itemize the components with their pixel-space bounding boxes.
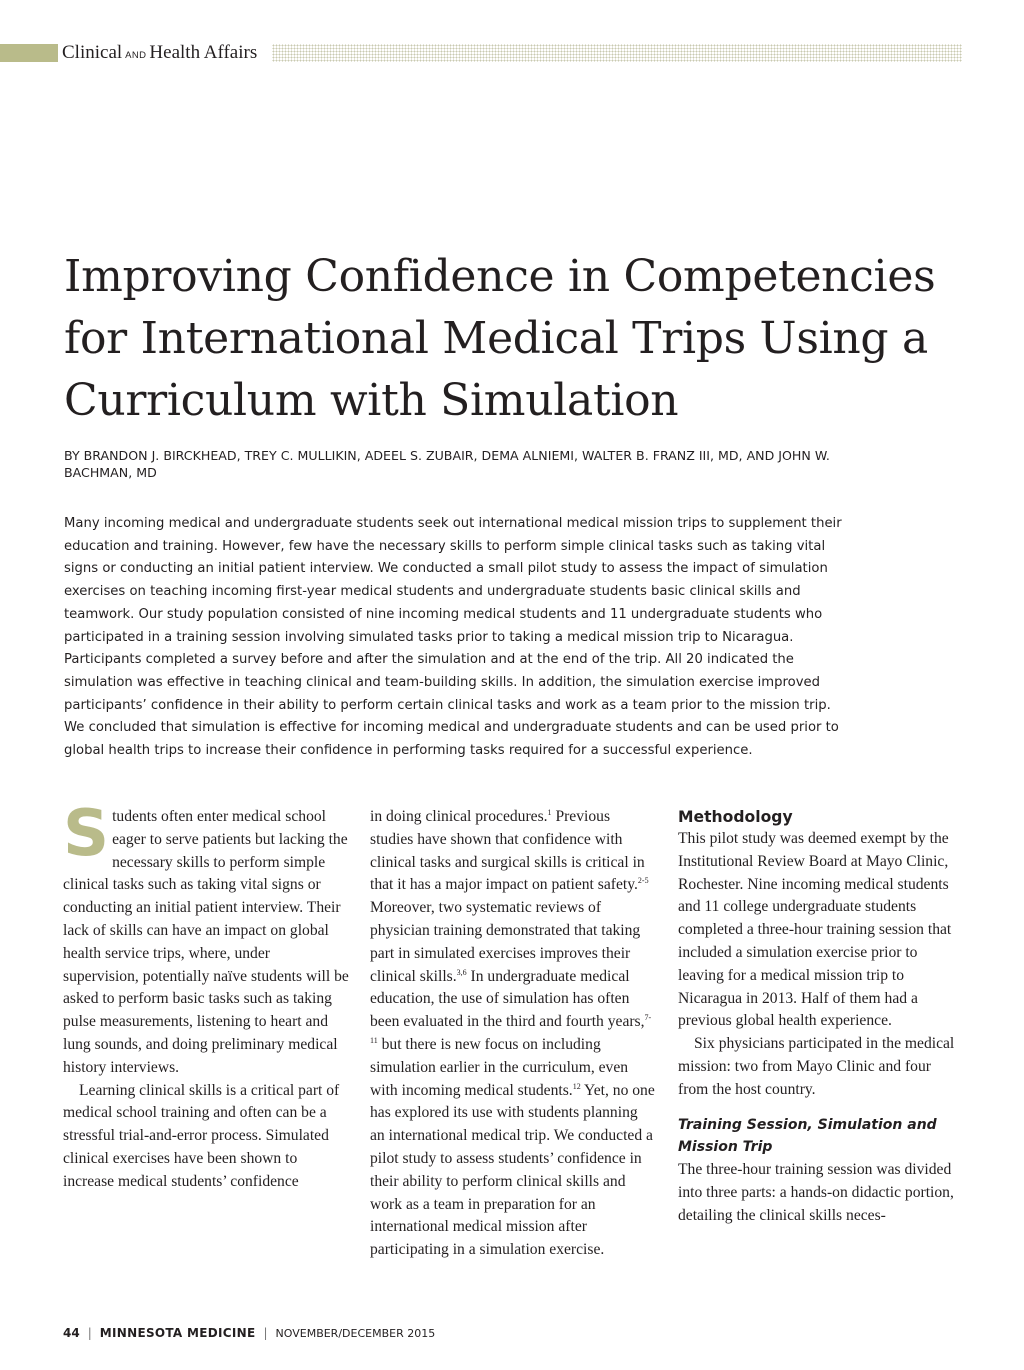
training-paragraph: The three-hour training session was divided into three parts: a hands-on didactic portion, detailing the clinical skills neces- (678, 1161, 954, 1224)
body-column-1 (63, 797, 349, 1194)
article-title: Improving Confidence in Competencies for International Medical Trips Using a Curriculum with Simulation (64, 251, 936, 426)
body-column-3 (678, 806, 964, 1228)
citation-ref: 7-11 (370, 1013, 652, 1045)
section-title (62, 42, 257, 64)
paragraph-3-text-1: in doing clinical procedures. (370, 808, 548, 825)
methodology-heading: Methodology (678, 808, 793, 826)
article-abstract: Many incoming medical and undergraduate students seek out international medical mission trips to supplement their education and training. However, few have the necessary skills to perform simple clinical tasks such as taking vital signs or conducting an initial patient interview. We conducted a small pilot study to assess the impact of simulation exercises on teaching incoming first-year medical students and undergraduate students basic clinical skills and teamwork. Our study population consisted of nine incoming medical students and 11 undergraduate students who participated in a training session involving simulated tasks prior to taking a medical mission trip to Nicaragua. Participants completed a survey before and after the simulation and at the end of the trip. All 20 indicated the simulation was effective in teaching clinical and team-building skills. In addition, the simulation exercise improved participants’ confidence in their ability to perform certain clinical tasks and work as a team prior to the mission trip. We concluded that simulation is effective for incoming medical and undergraduate students and can be used prior to global health trips to increase their confidence in performing tasks required for a successful experience. (64, 516, 842, 759)
methodology-paragraph-1: This pilot study was deemed exempt by the Institutional Review Board at Mayo Clinic, Rochester. Nine incoming medical students and 11 college undergraduate students completed a three-hour training session that included a simulation exercise prior to leaving for a medical mission trip to Nicaragua in 2013. Half of them had a previous global health experience. (678, 830, 952, 1030)
section-title-left: Clinical (62, 42, 123, 63)
paragraph-3-text-4: In undergraduate medical education, the use of simulation has often been evaluated in the third and fourth years, (370, 967, 645, 1031)
issue-date: NOVEMBER/DECEMBER 2015 (275, 1327, 436, 1340)
page-number: 44 (63, 1326, 80, 1340)
section-header (0, 44, 962, 62)
footer-separator: | (263, 1326, 268, 1340)
citation-ref: 2-5 (637, 876, 649, 886)
header-accent-bar (0, 44, 58, 62)
paragraph-3-text-3: Moreover, two systematic reviews of physician training demonstrated that taking part in simulated exercises improves their clinical skills. (370, 899, 641, 985)
publication-name: MINNESOTA MEDICINE (99, 1326, 256, 1340)
header-dot-pattern (272, 44, 962, 62)
citation-ref: 12 (572, 1081, 581, 1091)
body-paragraph-3 (370, 806, 656, 1262)
paragraph-3-text-6: Yet, no one has explored its use with students planning an international medical trip. We conducted a pilot study to assess students’ confidence in their ability to perform clinical skills and work as a team in preparation for an international medical mission after participating in a simulation exercise. (370, 1081, 655, 1259)
paragraph-3-text-5: but there is new focus on including simulation earlier in the curriculum, even with incoming medical students. (370, 1035, 629, 1099)
footer-separator: | (87, 1326, 92, 1340)
paragraph-1-text: tudents often enter medical school eager to serve patients but lacking the necessary skills to perform simple clinical tasks such as taking vital signs or conducting an initial patient interview. Their lack of skills can have an impact on global health service trips, where, under supervision, potentially naïve students will be asked to perform basic tasks such as taking pulse measurements, listening to heart and lung sounds, and doing preliminary medical history interviews. (63, 808, 349, 1076)
citation-ref: 1 (547, 808, 552, 817)
drop-cap: S (63, 797, 110, 871)
body-column-2 (370, 806, 656, 1262)
body-paragraph-2: Learning clinical skills is a critical part of medical school training and often can be a stressful trial-and-error process. Simulated clinical exercises have been shown to increase medical students’ confidence (63, 1081, 340, 1190)
page-footer (63, 1326, 435, 1340)
citation-ref: 3,6 (456, 967, 467, 977)
section-title-right: Health Affairs (149, 42, 258, 63)
paragraph-3-text-2: Previous studies have shown that confidence with clinical tasks and surgical skills is critical in that it has a major impact on patient safety. (370, 808, 645, 894)
training-subheading: Training Session, Simulation and Mission Trip (678, 1116, 937, 1156)
methodology-paragraph-2: Six physicians participated in the medical mission: two from Mayo Clinic and four from the host country. (678, 1035, 955, 1098)
section-title-and: AND (125, 50, 147, 61)
article-authors: BY BRANDON J. BIRCKHEAD, TREY C. MULLIKIN, ADEEL S. ZUBAIR, DEMA ALNIEMI, WALTER B. FRANZ III, MD, AND JOHN W. BACHMAN, MD (64, 448, 830, 480)
body-paragraph-1 (63, 797, 349, 1080)
